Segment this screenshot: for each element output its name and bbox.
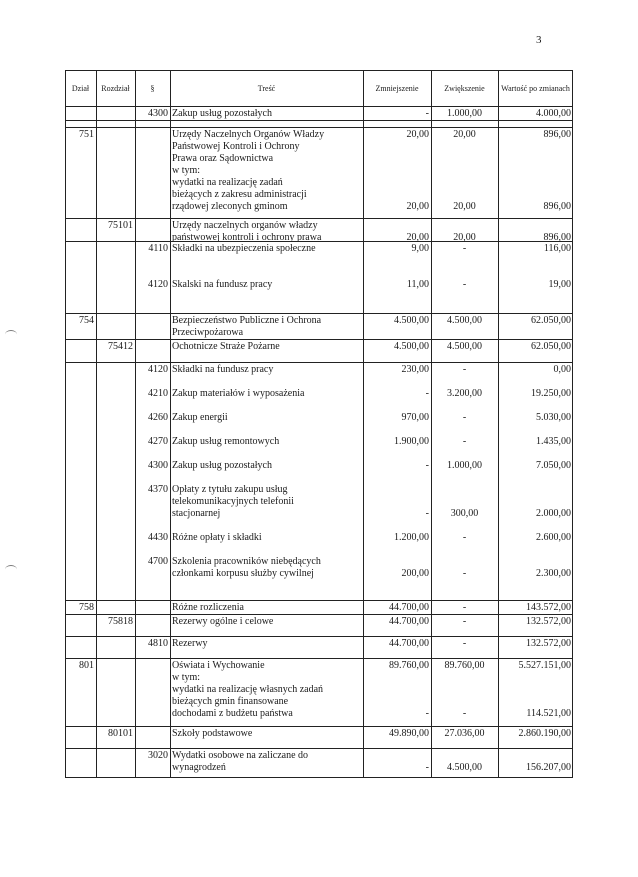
dzial-cell (65, 749, 96, 778)
dzial-cell: 754 (79, 315, 94, 326)
paragraf-cell: 4300 (148, 108, 168, 119)
paragraf-cell (135, 659, 170, 727)
table-row (65, 600, 573, 615)
tresc-cell: Wydatki osobowe na zaliczane do wynagrodzeń (172, 750, 309, 773)
column-border (572, 70, 573, 778)
dzial-cell (65, 363, 96, 601)
rozdzial-cell: 75412 (108, 341, 133, 352)
zwiekszenie-cell: 4.500,00 (447, 762, 482, 773)
rozdzial-cell (96, 242, 135, 314)
paragraf-cell (135, 128, 170, 219)
column-border (135, 70, 136, 778)
dzial-cell: 758 (79, 602, 94, 613)
paragraf-cell: 3020 (148, 750, 168, 761)
tresc-cell: Składki na ubezpieczenia społeczne Skalski na fundusz pracy (172, 243, 316, 290)
table-bottom-border (65, 777, 573, 778)
zmniejszenie-cell: 230,00 - 970,00 1.900,00 - - 1.200,00 200,00 (394, 364, 429, 579)
table-row (65, 241, 573, 314)
wartosc-cell: 4.000,00 (536, 108, 571, 119)
tresc-cell: Rezerwy ogólne i celowe (172, 616, 274, 627)
zmniejszenie-cell: 4.500,00 (394, 341, 429, 352)
paragraf-cell (135, 219, 170, 242)
header-rozdzial: Rozdział (101, 84, 130, 93)
paragraf-cell (135, 727, 170, 749)
zwiekszenie-cell: - (462, 616, 467, 627)
dzial-cell (65, 340, 96, 363)
wartosc-cell: 62.050,00 (531, 341, 571, 352)
rozdzial-cell (96, 659, 135, 727)
paragraf-cell: 4110 4120 (148, 243, 168, 290)
tresc-cell: Bezpieczeństwo Publiczne i Ochrona Przeciwpożarowa (172, 315, 322, 338)
tresc-cell: Ochotnicze Straże Pożarne (172, 341, 280, 352)
rozdzial-cell: 75101 (108, 220, 133, 231)
paragraf-cell (135, 314, 170, 340)
header-zwiekszenie: Zwiększenie (444, 84, 485, 93)
dzial-cell (65, 727, 96, 749)
wartosc-cell: 896,00 896,00 (543, 129, 571, 212)
header-dzial: Dział (71, 84, 90, 93)
table-row (65, 614, 573, 637)
rozdzial-cell (96, 314, 135, 340)
paragraf-cell (135, 601, 170, 615)
column-border (170, 70, 171, 778)
punch-hole-mark (5, 330, 17, 339)
column-border (363, 70, 364, 778)
zmniejszenie-cell: 44.700,00 (389, 602, 429, 613)
tresc-cell: Urzędy Naczelnych Organów Władzy Państwowej Kontroli i Ochrony Prawa oraz Sądownictwa w tym: wydatki na realizację zadań bieżących z zakresu administracji rządowej zleconych gminom (172, 129, 325, 212)
rozdzial-cell (96, 107, 135, 121)
zwiekszenie-cell: 4.500,00 (447, 315, 482, 326)
table-row (65, 658, 573, 727)
wartosc-cell: 143.572,00 (526, 602, 571, 613)
zmniejszenie-cell: 89.760,00 - (389, 660, 429, 719)
table-header (65, 70, 573, 107)
table-row (65, 106, 573, 121)
zwiekszenie-cell: 89.760,00 - (444, 660, 485, 719)
wartosc-cell: 132.572,00 (526, 638, 571, 649)
table-row (65, 218, 573, 242)
tresc-cell: Oświata i Wychowanie w tym: wydatki na realizację własnych zadań bieżących gmin finansowane dochodami z budżetu państwa (172, 660, 324, 719)
table-row (65, 339, 573, 363)
zmniejszenie-cell: 20,00 20,00 (406, 129, 429, 212)
tresc-cell: Szkoły podstawowe (172, 728, 253, 739)
wartosc-cell: 5.527.151,00 114.521,00 (518, 660, 571, 719)
paragraf-cell (135, 615, 170, 637)
header-tresc: Treść (257, 84, 276, 93)
column-border (96, 70, 97, 778)
table-row (65, 127, 573, 219)
zmniejszenie-cell: 44.700,00 (389, 638, 429, 649)
dzial-cell (65, 219, 96, 242)
wartosc-cell: 896,00 (543, 232, 571, 242)
wartosc-cell: 2.860.190,00 (518, 728, 571, 739)
zwiekszenie-cell: 1.000,00 (447, 108, 482, 119)
table-row (65, 362, 573, 601)
table-row (65, 313, 573, 340)
dzial-cell (65, 615, 96, 637)
wartosc-cell: 156.207,00 (526, 762, 571, 773)
header-paragraf: § (150, 84, 155, 93)
rozdzial-cell (96, 601, 135, 615)
zmniejszenie-cell: 49.890,00 (389, 728, 429, 739)
rozdzial-cell: 75818 (108, 616, 133, 627)
rozdzial-cell (96, 128, 135, 219)
zmniejszenie-cell: 9,00 11,00 (406, 243, 429, 290)
zwiekszenie-cell: - (462, 602, 467, 613)
table-row (65, 726, 573, 749)
rozdzial-cell (96, 749, 135, 778)
wartosc-cell: 62.050,00 (531, 315, 571, 326)
wartosc-cell: 0,00 19.250,00 5.030,00 1.435,00 7.050,00 2.000,00 2.600,00 2.300,00 (531, 364, 571, 579)
column-border (65, 70, 66, 778)
zwiekszenie-cell: 4.500,00 (447, 341, 482, 352)
budget-table (65, 70, 573, 778)
paragraf-cell: 4120 4210 4260 4270 4300 4370 4430 4700 (148, 364, 168, 567)
zwiekszenie-cell: - - (462, 243, 467, 290)
paragraf-cell: 4810 (148, 638, 168, 649)
zmniejszenie-cell: 20,00 (406, 232, 429, 242)
tresc-cell: Rezerwy (172, 638, 208, 649)
column-border (431, 70, 432, 778)
zwiekszenie-cell: 20,00 (453, 232, 476, 242)
tresc-cell: Zakup usług pozostałych (172, 108, 272, 119)
zmniejszenie-cell: 4.500,00 (394, 315, 429, 326)
rozdzial-cell: 80101 (108, 728, 133, 739)
dzial-cell: 801 (79, 660, 94, 671)
tresc-cell: Różne rozliczenia (172, 602, 244, 613)
wartosc-cell: 132.572,00 (526, 616, 571, 627)
table-row (65, 748, 573, 778)
header-zmniejszenie: Zmniejszenie (375, 84, 419, 93)
zwiekszenie-cell: - (462, 638, 467, 649)
dzial-cell (65, 107, 96, 121)
dzial-cell (65, 637, 96, 659)
paragraf-cell (135, 340, 170, 363)
rozdzial-cell (96, 637, 135, 659)
dzial-cell: 751 (79, 129, 94, 140)
punch-hole-mark (5, 565, 17, 574)
header-wartosc: Wartość po zmianach (501, 84, 570, 93)
column-border (498, 70, 499, 778)
zmniejszenie-cell: - (425, 762, 429, 773)
zwiekszenie-cell: 27.036,00 (444, 728, 485, 739)
zmniejszenie-cell: 44.700,00 (389, 616, 429, 627)
tresc-cell: Urzędy naczelnych organów władzy państwowej kontroli i ochrony prawa (172, 220, 322, 242)
wartosc-cell: 116,00 19,00 (543, 243, 571, 290)
table-row (65, 636, 573, 659)
tresc-cell: Składki na fundusz pracy Zakup materiałów i wyposażenia Zakup energii Zakup usług remontowych Zakup usług pozostałych Opłaty z tytułu zakupu usług telekomunikacyjnych telefonii stacjonarnej Różne opłaty i składki Szkolenia pracowników niebędących członkami korpusu służby cywilnej (172, 364, 321, 579)
zmniejszenie-cell: - (425, 108, 429, 119)
zwiekszenie-cell: 20,00 20,00 (453, 129, 476, 212)
zwiekszenie-cell: - 3.200,00 - - 1.000,00 300,00 - - (447, 364, 482, 579)
rozdzial-cell (96, 363, 135, 601)
dzial-cell (65, 242, 96, 314)
page-number: 3 (536, 34, 542, 46)
